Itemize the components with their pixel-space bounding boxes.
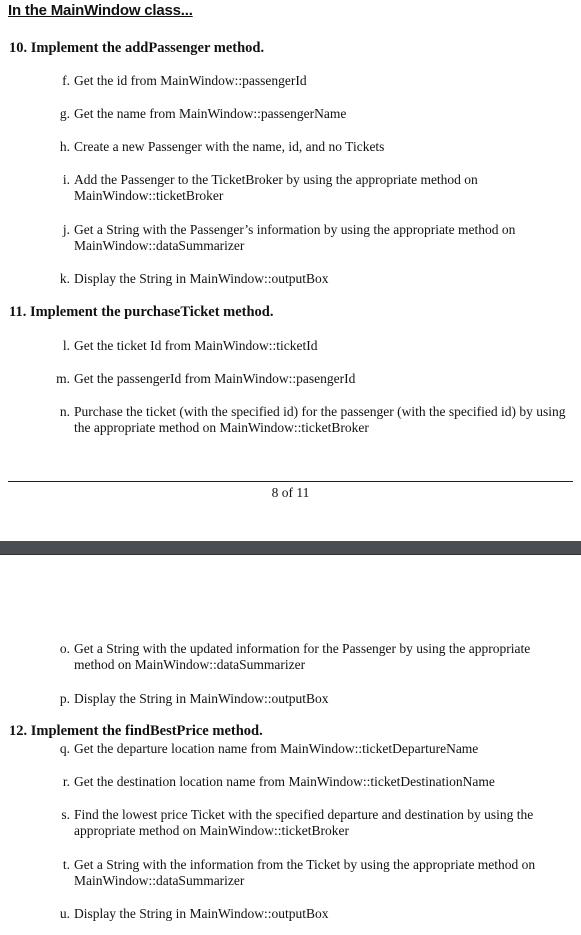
item-letter: k. — [59, 271, 70, 286]
item-text: Get a String with the information from the Ticket by using the appropriate method on MainWindow::dataSummarizer — [74, 857, 536, 888]
item-text: Display the String in MainWindow::outputBox — [74, 271, 329, 286]
item-letter: i. — [62, 172, 70, 187]
item-text: Get the departure location name from MainWindow::ticketDepartureName — [74, 741, 479, 756]
page-heading: In the MainWindow class... — [8, 2, 193, 19]
item-letter: q. — [59, 741, 70, 756]
list-item-r — [50, 774, 570, 790]
list-item-l — [50, 338, 570, 354]
item-text: Get the name from MainWindow::passengerName — [74, 106, 347, 121]
item-text: Display the String in MainWindow::outputBox — [74, 691, 329, 706]
list-item-p — [50, 691, 570, 707]
list-item-q — [50, 741, 570, 757]
item-text: Get the destination location name from MainWindow::ticketDestinationName — [74, 774, 495, 789]
item-letter: r. — [62, 774, 70, 789]
item-text: Find the lowest price Ticket with the specified departure and destination by using the appropriate method on MainWindow::ticketBroker — [74, 807, 534, 838]
page-number: 8 of 11 — [271, 485, 310, 500]
item-letter: s. — [61, 807, 70, 822]
list-item-f — [50, 73, 570, 89]
item-text: Get the id from MainWindow::passengerId — [74, 73, 307, 88]
item-text: Get the passengerId from MainWindow::pasengerId — [74, 371, 356, 386]
item-letter: p. — [59, 691, 70, 706]
list-item-n — [50, 404, 570, 436]
item-text: Create a new Passenger with the name, id, and no Tickets — [74, 139, 385, 154]
list-item-m — [50, 371, 570, 387]
section-12-title: 12. Implement the findBestPrice method. — [9, 723, 263, 739]
item-letter: f. — [62, 73, 70, 88]
page-break-bar — [0, 541, 581, 555]
item-letter: n. — [59, 404, 70, 419]
list-item-k — [50, 271, 570, 287]
list-item-g — [50, 106, 570, 122]
list-item-h — [50, 139, 570, 155]
item-text: Get a String with the Passenger’s information by using the appropriate method on MainWindow::dataSummarizer — [74, 222, 516, 253]
list-item-u — [50, 906, 570, 922]
item-letter: g. — [59, 106, 70, 121]
list-item-i — [50, 172, 570, 204]
item-text: Purchase the ticket (with the specified id) for the passenger (with the specified id) by using the appropriate method on MainWindow::ticketBroker — [74, 404, 566, 435]
list-item-t — [50, 857, 570, 889]
list-item-o — [50, 641, 570, 673]
section-10-title: 10. Implement the addPassenger method. — [9, 40, 265, 56]
item-letter: o. — [59, 641, 70, 656]
footer-rule — [8, 481, 573, 482]
item-letter: t. — [62, 857, 70, 872]
item-letter: l. — [62, 338, 70, 353]
item-letter: h. — [59, 139, 70, 154]
item-text: Add the Passenger to the TicketBroker by using the appropriate method on MainWindow::ticketBroker — [74, 172, 478, 203]
item-letter: j. — [62, 222, 70, 237]
section-11-title: 11. Implement the purchaseTicket method. — [9, 304, 274, 320]
item-text: Get a String with the updated information for the Passenger by using the appropriate method on MainWindow::dataSummarizer — [74, 641, 531, 672]
item-letter: u. — [59, 906, 70, 921]
list-item-s — [50, 807, 570, 839]
item-text: Get the ticket Id from MainWindow::ticketId — [74, 338, 318, 353]
item-text: Display the String in MainWindow::outputBox — [74, 906, 329, 921]
list-item-j — [50, 222, 570, 254]
item-letter: m. — [56, 371, 70, 386]
